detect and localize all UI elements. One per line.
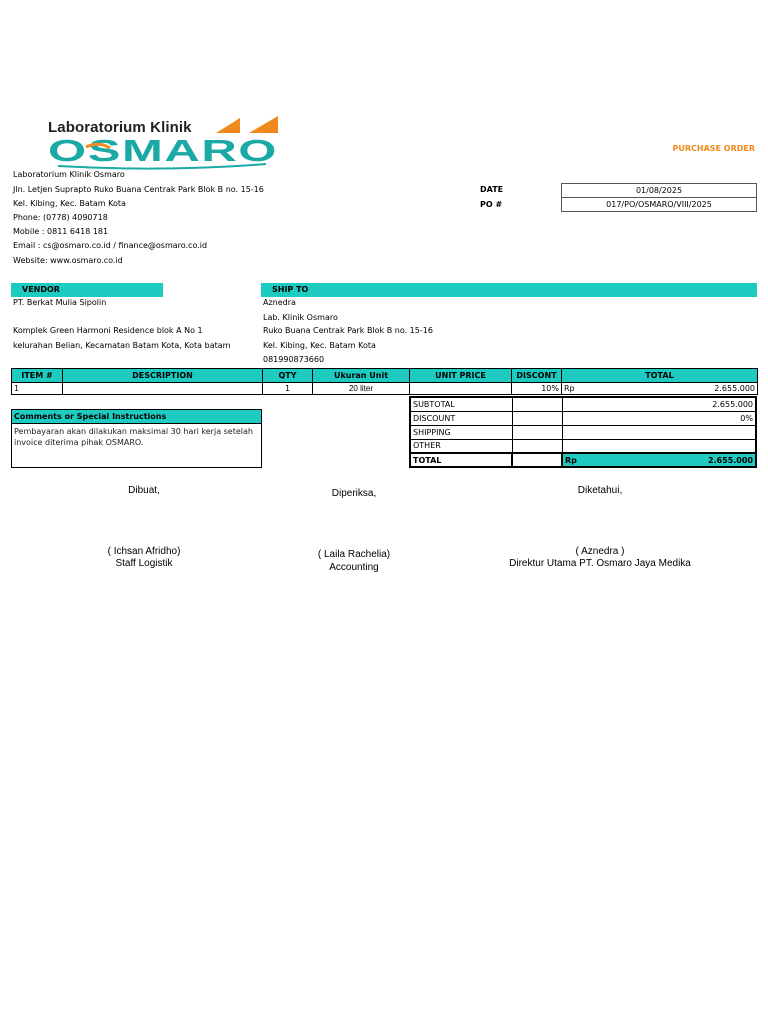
col-discount: DISCONT <box>512 369 562 383</box>
row-unit: 20 liter <box>313 383 410 395</box>
row-total-value: 2.655.000 <box>714 384 755 393</box>
discount-label: DISCOUNT <box>410 411 512 425</box>
osmaro-logo <box>44 114 284 172</box>
subtotal-spacer <box>512 397 562 411</box>
subtotal-value: 2.655.000 <box>562 397 756 411</box>
logo-tagline: Laboratorium Klinik <box>48 119 192 136</box>
ship-to-address2: Kel. Kibing, Kec. Batam Kota <box>263 341 376 350</box>
made-by-role: Staff Logistik <box>115 558 173 569</box>
items-table-header <box>12 369 758 383</box>
checked-by-role: Accounting <box>329 562 379 573</box>
checked-by-name: ( Laila Rachelia) <box>317 549 391 560</box>
shipping-spacer <box>512 425 562 439</box>
discount-value: 0% <box>562 411 756 425</box>
items-table <box>11 368 758 395</box>
discount-row <box>410 411 756 425</box>
total-spacer <box>512 453 562 467</box>
date-value: 01/08/2025 <box>561 183 757 198</box>
shipping-row <box>410 425 756 439</box>
svg-text:OSMARO: OSMARO <box>48 133 278 168</box>
total-label: TOTAL <box>410 453 512 467</box>
vendor-address2: kelurahan Belian, Kecamatan Batam Kota, Kota batam <box>13 341 231 350</box>
discount-spacer <box>512 411 562 425</box>
col-description: DESCRIPTION <box>63 369 263 383</box>
row-total-currency: Rp <box>564 384 575 393</box>
vendor-name: PT. Berkat Mulia Sipolin <box>13 298 107 307</box>
vendor-header: VENDOR <box>11 283 163 297</box>
other-value <box>562 439 756 453</box>
document-title: PURCHASE ORDER <box>672 144 755 153</box>
po-label: PO # <box>480 200 503 209</box>
total-currency: Rp <box>565 455 577 465</box>
approved-by-name: ( Aznedra ) <box>575 546 625 557</box>
col-item: ITEM # <box>12 369 63 383</box>
row-discount: 10% <box>512 383 562 395</box>
totals-table <box>409 396 757 468</box>
subtotal-label: SUBTOTAL <box>410 397 512 411</box>
subtotal-row <box>410 397 756 411</box>
company-name: Laboratorium Klinik Osmaro <box>13 170 125 179</box>
col-unit: Ukuran Unit <box>313 369 410 383</box>
other-spacer <box>512 439 562 453</box>
made-by-label: Dibuat, <box>128 485 160 496</box>
shipping-value <box>562 425 756 439</box>
po-number-value: 017/PO/OSMARO/VIII/2025 <box>561 197 757 212</box>
row-description <box>63 383 263 395</box>
ship-to-header: SHIP TO <box>261 283 757 297</box>
table-row <box>12 383 758 395</box>
other-row <box>410 439 756 453</box>
made-by-name: ( Ichsan Afridho) <box>107 546 181 557</box>
checked-by-label: Diperiksa, <box>331 488 377 499</box>
company-address2: Kel. Kibing, Kec. Batam Kota <box>13 199 126 208</box>
company-email: Email : cs@osmaro.co.id / finance@osmaro.co.id <box>13 241 208 250</box>
col-qty: QTY <box>263 369 313 383</box>
ship-to-company: Lab. Klinik Osmaro <box>263 313 338 322</box>
date-label: DATE <box>480 185 504 194</box>
comments-header: Comments or Special Instructions <box>12 410 261 424</box>
comments-box <box>11 409 262 468</box>
total-row <box>410 453 756 467</box>
total-value: 2.655.000 <box>707 455 753 465</box>
company-website: Website: www.osmaro.co.id <box>13 256 123 265</box>
ship-to-name: Aznedra <box>263 298 296 307</box>
row-qty: 1 <box>263 383 313 395</box>
shipping-label: SHIPPING <box>410 425 512 439</box>
ship-to-address1: Ruko Buana Centrak Park Blok B no. 15-16 <box>263 326 433 335</box>
company-phone: Phone: (0778) 4090718 <box>13 213 108 222</box>
approved-by-label: Diketahui, <box>577 485 623 496</box>
row-unit-price <box>410 383 512 395</box>
comments-text: Pembayaran akan dilakukan maksimal 30 hari kerja setelah invoice diterima pihak OSMARO. <box>14 427 253 447</box>
row-item: 1 <box>12 383 63 395</box>
row-total <box>562 383 758 395</box>
approved-by-role: Direktur Utama PT. Osmaro Jaya Medika <box>509 558 691 569</box>
company-address1: Jln. Letjen Suprapto Ruko Buana Centrak Park Blok B no. 15-16 <box>13 185 264 194</box>
other-label: OTHER <box>410 439 512 453</box>
ship-to-phone: 081990873660 <box>263 355 325 364</box>
col-total: TOTAL <box>562 369 758 383</box>
company-mobile: Mobile : 0811 6418 181 <box>13 227 109 236</box>
vendor-address1: Komplek Green Harmoni Residence blok A No 1 <box>13 326 203 335</box>
total-value-cell <box>562 453 756 467</box>
col-unit-price: UNIT PRICE <box>410 369 512 383</box>
